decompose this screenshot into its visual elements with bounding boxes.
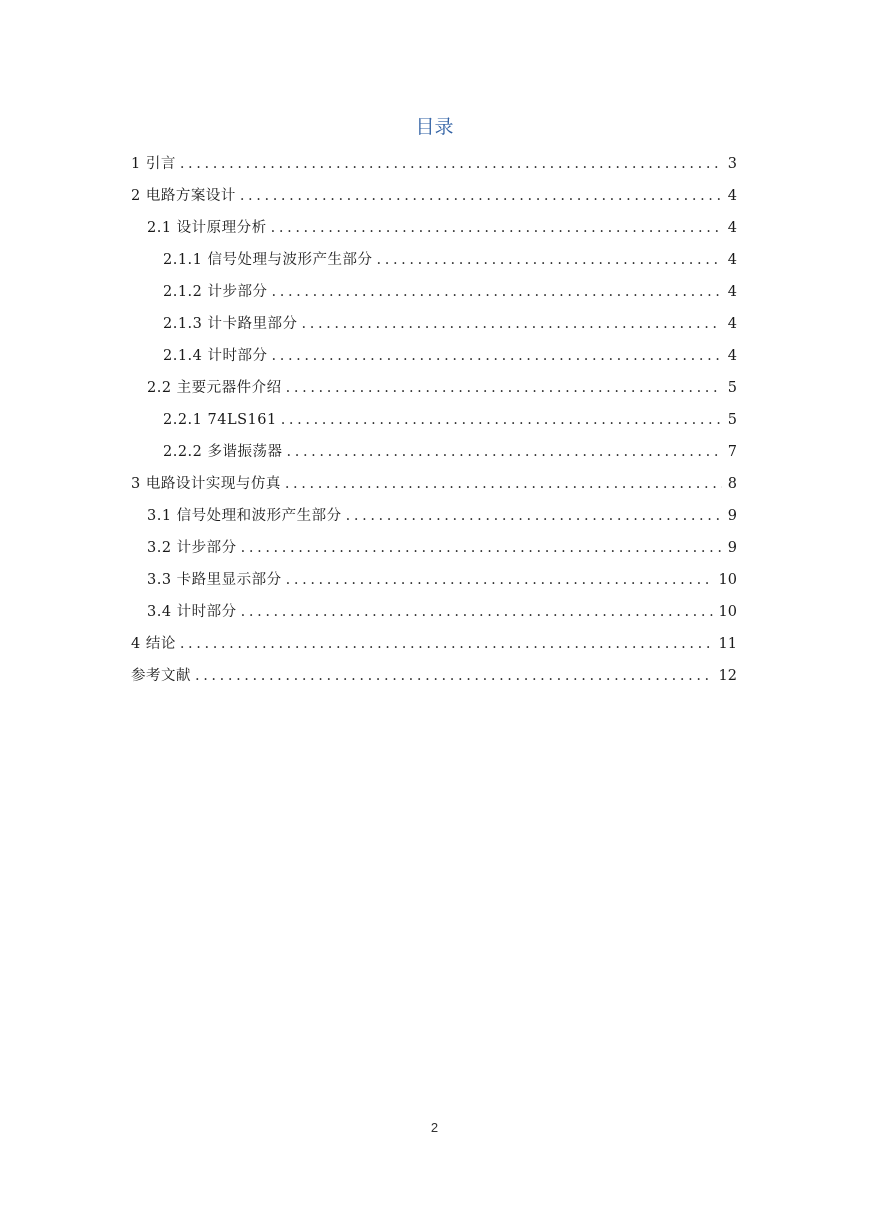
toc-entry[interactable] — [131, 308, 737, 340]
toc-entry[interactable] — [131, 564, 737, 596]
toc-entry[interactable] — [131, 628, 737, 660]
toc-entry[interactable] — [131, 404, 737, 436]
toc-entry-label: 2.1 设计原理分析 — [147, 220, 267, 236]
toc-leader-dots — [241, 596, 713, 628]
toc-entry-label: 2.1.4 计时部分 — [163, 348, 268, 364]
toc-entry-label: 1 引言 — [131, 156, 176, 172]
toc-leader-dots — [271, 212, 722, 244]
page-title: 目录 — [415, 116, 454, 138]
toc-entry-page: 5 — [727, 380, 737, 396]
toc-entry-page: 3 — [727, 156, 737, 172]
toc-entry-label: 3.1 信号处理和波形产生部分 — [147, 508, 342, 524]
toc-leader-dots — [302, 308, 722, 340]
toc-entry-page: 11 — [718, 636, 737, 652]
toc-entry-page: 12 — [718, 668, 737, 684]
toc-entry-page: 4 — [727, 220, 737, 236]
toc-entry[interactable] — [131, 532, 737, 564]
toc-entry-page: 5 — [727, 412, 737, 428]
toc-leader-dots — [286, 372, 722, 404]
toc-leader-dots — [195, 660, 713, 692]
toc-entry-label: 2.2.1 74LS161 — [163, 412, 277, 428]
toc-leader-dots — [241, 532, 722, 564]
toc-entry-label: 3.3 卡路里显示部分 — [147, 572, 282, 588]
toc-leader-dots — [180, 148, 722, 180]
toc-leader-dots — [377, 244, 722, 276]
toc-entry[interactable] — [131, 436, 737, 468]
toc-entry-page: 10 — [718, 604, 737, 620]
toc-entry-page: 9 — [727, 540, 737, 556]
toc-entry[interactable] — [131, 660, 737, 692]
toc-entry-page: 7 — [727, 444, 737, 460]
toc-entry-label: 2 电路方案设计 — [131, 188, 236, 204]
toc-leader-dots — [285, 468, 722, 500]
toc-entry[interactable] — [131, 500, 737, 532]
toc-entry[interactable] — [131, 212, 737, 244]
table-of-contents — [131, 148, 737, 692]
toc-entry-label: 2.2 主要元器件介绍 — [147, 380, 282, 396]
toc-entry-label: 3.2 计步部分 — [147, 540, 237, 556]
toc-entry-label: 3.4 计时部分 — [147, 604, 237, 620]
toc-entry-label: 2.1.1 信号处理与波形产生部分 — [163, 252, 373, 268]
toc-entry-page: 9 — [727, 508, 737, 524]
toc-entry[interactable] — [131, 244, 737, 276]
toc-entry-page: 4 — [727, 316, 737, 332]
toc-leader-dots — [240, 180, 722, 212]
toc-entry[interactable] — [131, 148, 737, 180]
toc-entry-label: 2.1.2 计步部分 — [163, 284, 268, 300]
toc-entry[interactable] — [131, 276, 737, 308]
toc-entry-label: 参考文献 — [131, 668, 191, 684]
toc-entry-label: 3 电路设计实现与仿真 — [131, 476, 281, 492]
toc-entry[interactable] — [131, 180, 737, 212]
toc-leader-dots — [286, 564, 713, 596]
toc-entry-page: 4 — [727, 188, 737, 204]
toc-entry-label: 4 结论 — [131, 636, 176, 652]
toc-leader-dots — [287, 436, 722, 468]
toc-entry-page: 4 — [727, 284, 737, 300]
toc-entry[interactable] — [131, 372, 737, 404]
toc-entry-label: 2.1.3 计卡路里部分 — [163, 316, 298, 332]
toc-entry[interactable] — [131, 340, 737, 372]
toc-entry-page: 4 — [727, 252, 737, 268]
toc-leader-dots — [180, 628, 713, 660]
toc-entry[interactable] — [131, 596, 737, 628]
toc-leader-dots — [272, 276, 722, 308]
toc-leader-dots — [272, 340, 722, 372]
toc-entry-page: 10 — [718, 572, 737, 588]
toc-entry-page: 4 — [727, 348, 737, 364]
toc-entry-label: 2.2.2 多谐振荡器 — [163, 444, 283, 460]
toc-entry[interactable] — [131, 468, 737, 500]
toc-leader-dots — [281, 404, 722, 436]
toc-entry-page: 8 — [727, 476, 737, 492]
toc-leader-dots — [346, 500, 722, 532]
page-number: 2 — [430, 1120, 439, 1135]
